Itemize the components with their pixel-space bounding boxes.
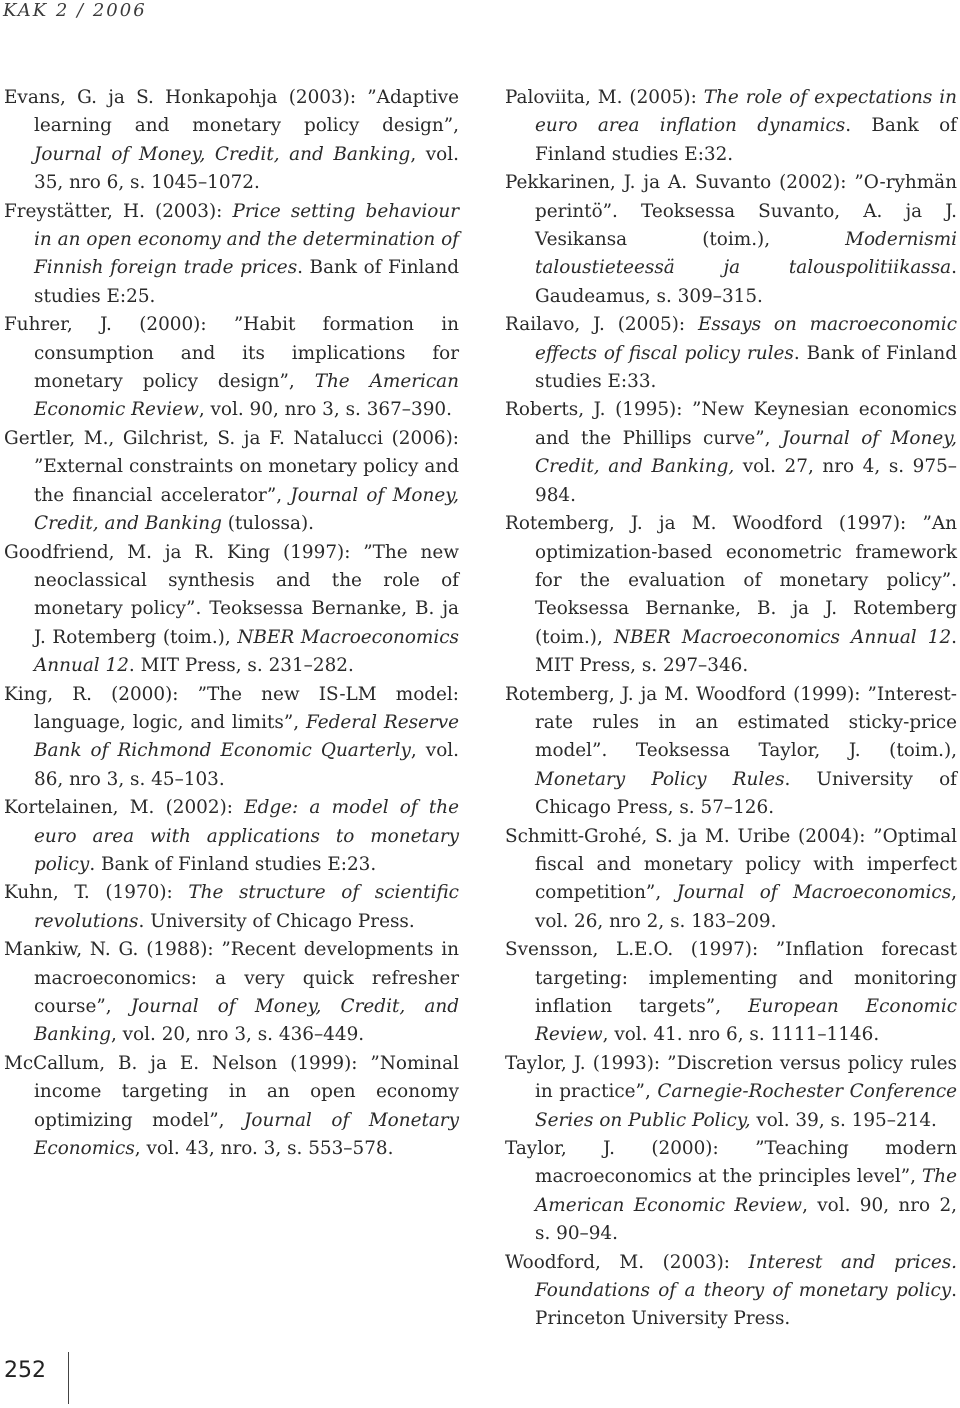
reference-title-italic: NBER Macroeconomics Annual 12 (613, 626, 952, 648)
reference-entry (505, 823, 957, 937)
reference-text: , vol. 41. nro 6, s. 1111–1146. (602, 1024, 880, 1046)
references-right-column (505, 84, 957, 1334)
reference-title-italic: Price setting behaviour in an open economy and the determination of Finnish foreign trade prices (34, 200, 459, 279)
reference-entry (4, 1050, 459, 1164)
reference-text: , vol. 90, nro 2, s. 90–94. (535, 1194, 958, 1245)
reference-text: Railavo, J. (2005): (505, 314, 698, 336)
reference-entry (4, 425, 459, 539)
reference-entry (505, 510, 957, 680)
reference-text: King, R. (2000): ”The new IS-LM model: language, logic, and limits”, (4, 683, 459, 733)
reference-title-italic: The role of expectations in euro area inflation dynamics (535, 87, 957, 137)
reference-text: Kortelainen, M. (2002): (4, 797, 245, 819)
reference-text: . Bank of Finland studies E:23. (89, 853, 377, 875)
reference-text: . MIT Press, s. 231–282. (128, 655, 354, 677)
reference-entry (505, 1249, 957, 1334)
reference-text: , vol. 90, nro 3, s. 367–390. (198, 399, 452, 421)
running-header: KAK 2 / 2006 (3, 0, 147, 21)
reference-text: Taylor, J. (2000): ”Teaching modern macroeconomics at the principles level”, (505, 1138, 957, 1188)
reference-title-italic: The American Economic Review (34, 371, 459, 421)
reference-title-italic: Essays on macroeconomic effects of fiscal policy rules (535, 314, 957, 364)
reference-text: Taylor, J. (1993): ”Discretion versus policy rules in practice”, (505, 1052, 957, 1103)
reference-title-italic: Journal of Monetary Economics (34, 1109, 459, 1160)
reference-text: Svensson, L.E.O. (1997): ”Inflation forecast targeting: implementing and monitoring inflation targets”, (505, 939, 957, 1017)
reference-text: Evans, G. ja S. Honkapohja (2003): ”Adaptive learning and monetary policy design”, (4, 87, 459, 137)
reference-text: . Gaudeamus, s. 309–315. (535, 257, 957, 307)
reference-text: Goodfriend, M. ja R. King (1997): ”The new neoclassical synthesis and the role of monetary policy”. Teoksessa Bernanke, B. ja J. Rotemberg (toim.), (4, 541, 459, 648)
reference-text: Woodford, M. (2003): (505, 1251, 749, 1273)
reference-entry (4, 879, 459, 936)
reference-title-italic: The American Economic Review (535, 1166, 957, 1216)
reference-text: . Bank of Finland studies E:32. (535, 115, 957, 165)
reference-entry (505, 681, 957, 823)
reference-entry (4, 198, 459, 312)
reference-text: Kuhn, T. (1970): (4, 882, 189, 904)
reference-text: . University of Chicago Press. (138, 910, 415, 932)
page-number: 252 (4, 1358, 46, 1383)
reference-text: Mankiw, N. G. (1988): ”Recent developments in macroeconomics: a very quick refresher course”, (4, 939, 459, 1017)
reference-text: . Bank of Finland studies E:33. (535, 342, 957, 393)
reference-entry (505, 396, 957, 510)
reference-entry (505, 169, 957, 311)
reference-text: Fuhrer, J. (2000): ”Habit formation in consumption and its implications for monetary policy design”, (4, 314, 459, 393)
reference-title-italic: Federal Reserve Bank of Richmond Economic Quarterly (34, 711, 459, 762)
reference-text: Rotemberg, J. ja M. Woodford (1999): ”Interest-rate rules in an estimated sticky-price model”. Teoksessa Taylor, J. (toim.), (505, 683, 957, 762)
reference-text: Schmitt-Grohé, S. ja M. Uribe (2004): ”Optimal fiscal and monetary policy with imperfect competition”, (505, 825, 957, 904)
reference-text: . MIT Press, s. 297–346. (535, 626, 957, 677)
reference-text: , vol. 35, nro 6, s. 1045–1072. (34, 143, 459, 194)
reference-title-italic: Journal of Macroeconomics (676, 882, 952, 904)
references-left-column (4, 84, 459, 1163)
reference-title-italic: Monetary Policy Rules (535, 768, 785, 790)
reference-entry (505, 936, 957, 1050)
reference-entry (4, 539, 459, 681)
reference-text: . Princeton University Press. (535, 1280, 957, 1330)
reference-text: McCallum, B. ja E. Nelson (1999): ”Nominal income targeting in an open economy optimizing model”, (4, 1052, 459, 1131)
reference-title-italic: Journal of Money, Credit, and Banking, (535, 427, 958, 478)
reference-text: vol. 27, nro 4, s. 975–984. (535, 456, 957, 506)
reference-title-italic: NBER Macroeconomics Annual 12 (34, 626, 459, 677)
reference-text: . University of Chicago Press, s. 57–126. (535, 768, 957, 819)
reference-text: Roberts, J. (1995): ”New Keynesian economics and the Phillips curve”, (505, 399, 957, 449)
reference-entry (505, 1050, 957, 1135)
reference-entry (4, 681, 459, 795)
reference-entry (505, 311, 957, 396)
reference-entry (505, 84, 957, 169)
reference-entry (4, 794, 459, 879)
reference-text: Gertler, M., Gilchrist, S. ja F. Natalucci (2006): ”External constraints on monetary policy and the financial accelerator”, (4, 427, 459, 506)
reference-title-italic: Journal of Money, Credit, and Banking (34, 143, 411, 165)
reference-title-italic: Edge: a model of the euro area with applications to monetary policy (34, 797, 460, 875)
reference-entry (505, 1135, 957, 1249)
reference-text: vol. 39, s. 195–214. (750, 1109, 937, 1131)
reference-text: Pekkarinen, J. ja A. Suvanto (2002): ”O-ryhmän perintö”. Teoksessa Suvanto, A. ja J. Vesikansa (toim.), (505, 172, 957, 251)
reference-title-italic: Journal of Money, Credit, and Banking (34, 996, 459, 1046)
reference-text: , vol. 20, nro 3, s. 436–449. (110, 1024, 365, 1046)
footer-divider (68, 1352, 69, 1404)
reference-title-italic: The structure of scientific revolutions (34, 882, 459, 932)
reference-title-italic: Modernismi taloustieteessä ja talouspolitiikassa (535, 229, 957, 279)
reference-entry (4, 311, 459, 425)
reference-entry (4, 936, 459, 1050)
reference-title-italic: Journal of Money, Credit, and Banking (34, 484, 460, 535)
reference-title-italic: European Economic Review (535, 996, 958, 1046)
reference-title-italic: Interest and prices. Foundations of a theory of monetary policy (535, 1251, 958, 1302)
reference-text: , vol. 43, nro. 3, s. 553–578. (134, 1138, 394, 1160)
reference-text: , vol. 26, nro 2, s. 183–209. (535, 882, 958, 932)
reference-text: , vol. 86, nro 3, s. 45–103. (34, 740, 459, 790)
reference-text: Rotemberg, J. ja M. Woodford (1997): ”An optimization-based econometric framework for the evaluation of monetary policy”. Teoksessa Bernanke, B. ja J. Rotemberg (toim.), (505, 513, 957, 648)
reference-title-italic: Carnegie-Rochester Conference Series on Public Policy, (535, 1081, 957, 1131)
reference-text: Freystätter, H. (2003): (4, 200, 233, 222)
reference-entry (4, 84, 459, 198)
reference-text: (tulossa). (221, 513, 314, 535)
reference-text: Paloviita, M. (2005): (505, 87, 704, 108)
reference-text: . Bank of Finland studies E:25. (34, 257, 459, 307)
